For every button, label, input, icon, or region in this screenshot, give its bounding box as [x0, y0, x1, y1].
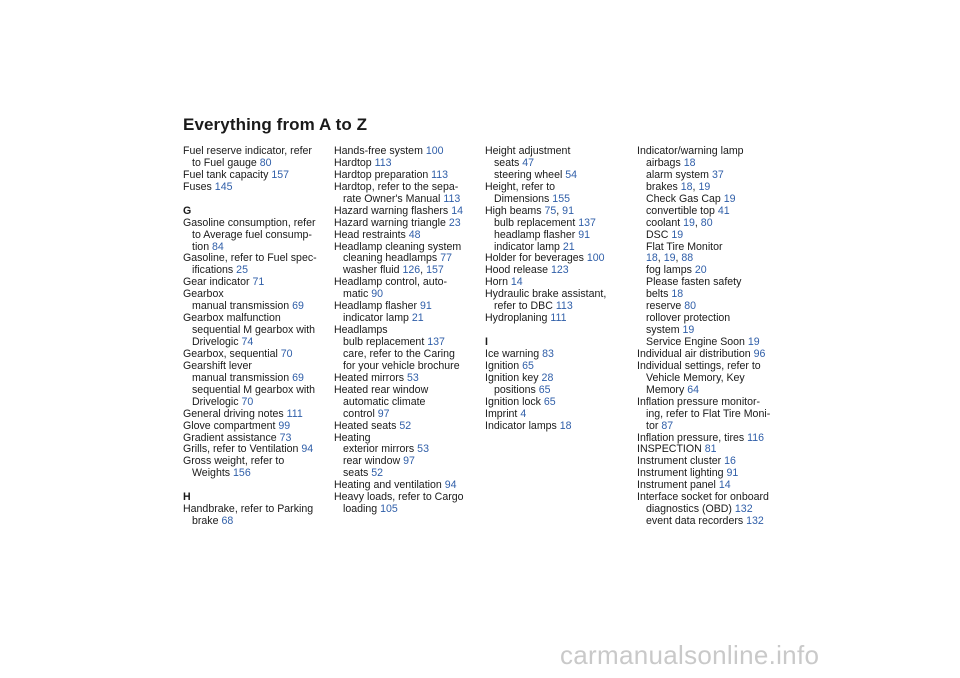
- page-link[interactable]: 19: [723, 192, 736, 205]
- entry-text: Gearbox, sequential: [183, 347, 281, 360]
- page-link[interactable]: 25: [236, 264, 248, 277]
- index-column-2: [334, 146, 484, 516]
- page-link[interactable]: 99: [278, 419, 291, 432]
- page-link[interactable]: 53: [417, 443, 429, 456]
- entry-text: diagnostics (OBD): [646, 503, 735, 516]
- page-link[interactable]: 80: [259, 156, 272, 169]
- page-link[interactable]: 100: [586, 252, 605, 265]
- entry-text: Gearbox malfunction: [183, 312, 281, 325]
- entry-text: indicator lamp: [494, 240, 563, 253]
- entry-text: Interface socket for onboard: [637, 491, 769, 504]
- entry-text: Fuel tank capacity: [183, 168, 272, 181]
- entry-text: General driving notes: [183, 407, 287, 420]
- page-link[interactable]: 113: [555, 300, 573, 313]
- entry-text: ifications: [192, 264, 237, 277]
- page-link[interactable]: 100: [425, 145, 444, 157]
- entry-text: rollover protection: [646, 312, 731, 325]
- entry-text: Horn: [485, 276, 511, 289]
- entry-text: Heating and ventilation: [334, 479, 445, 492]
- entry-text: Please fasten safety: [646, 276, 742, 289]
- entry-text: Inflation pressure, tires: [637, 431, 748, 444]
- page-separator: ,: [556, 204, 563, 217]
- page-link[interactable]: 157: [426, 264, 444, 277]
- entry-text: rear window: [343, 455, 404, 468]
- entry-text: event data recorders: [646, 515, 747, 528]
- page-link[interactable]: 132: [746, 515, 764, 528]
- entry-text: Heated mirrors: [334, 371, 407, 384]
- entry-text: DSC: [646, 228, 672, 241]
- page-link[interactable]: 91: [578, 228, 591, 241]
- entry-text: for your vehicle brochure: [343, 359, 460, 372]
- entry-text: convertible top: [646, 204, 718, 217]
- entry-text: Heating: [334, 431, 371, 444]
- blank-line: [183, 480, 333, 492]
- page-link[interactable]: 69: [292, 300, 304, 313]
- entry-text: matic: [343, 288, 372, 301]
- entry-text: fog lamps: [646, 264, 695, 277]
- page-link[interactable]: 156: [233, 467, 251, 480]
- page-link[interactable]: 23: [448, 216, 461, 229]
- page-link[interactable]: 80: [684, 300, 697, 313]
- entry-text: Individual settings, refer to: [637, 359, 761, 372]
- section-letter: I: [485, 336, 488, 348]
- page-link[interactable]: 70: [241, 395, 254, 408]
- entry-text: Imprint: [485, 407, 521, 420]
- entry-text: Handbrake, refer to Parking: [183, 503, 314, 516]
- entry-text: Head restraints: [334, 228, 409, 241]
- page-link[interactable]: 21: [562, 240, 575, 253]
- entry-text: High beams: [485, 204, 545, 217]
- entry-text: Hazard warning flashers: [334, 204, 452, 217]
- entry-text: Drivelogic: [192, 395, 242, 408]
- entry-text: Fuses: [183, 180, 215, 193]
- page-link[interactable]: 81: [704, 443, 717, 456]
- page-link[interactable]: 97: [403, 455, 415, 468]
- entry-text: Indicator lamps: [485, 419, 560, 432]
- entry-text: Dimensions: [494, 192, 553, 205]
- page-link[interactable]: 54: [565, 168, 578, 181]
- page-link[interactable]: 70: [280, 347, 293, 360]
- entry-text: seats: [494, 156, 523, 169]
- page-separator: ,: [657, 252, 664, 265]
- watermark: carmanualsonline.info: [560, 640, 820, 670]
- entry-text: Fuel reserve indicator, refer: [183, 145, 312, 157]
- entry-text: manual transmission: [192, 300, 293, 313]
- entry-text: Instrument cluster: [637, 455, 725, 468]
- entry-text: reserve: [646, 300, 685, 313]
- page-link[interactable]: 77: [440, 252, 452, 265]
- page-link[interactable]: 94: [444, 479, 457, 492]
- entry-text: Gradient assistance: [183, 431, 280, 444]
- page-separator: ,: [420, 264, 427, 277]
- entry-text: exterior mirrors: [343, 443, 418, 456]
- entry-text: brakes: [646, 180, 681, 193]
- page-link[interactable]: 21: [411, 312, 424, 325]
- page-link[interactable]: 19: [671, 228, 684, 241]
- page-link[interactable]: 155: [552, 192, 570, 205]
- entry-text: manual transmission: [192, 371, 293, 384]
- page-link[interactable]: 111: [286, 407, 303, 420]
- entry-text: Ignition key: [485, 371, 542, 384]
- page-link[interactable]: 19: [747, 336, 760, 348]
- entry-text: Gear indicator: [183, 276, 253, 289]
- entry-text: belts: [646, 288, 672, 301]
- page-link[interactable]: 52: [399, 419, 412, 432]
- page-link[interactable]: 71: [252, 276, 265, 289]
- page-link[interactable]: 84: [212, 240, 224, 253]
- index-entry: [485, 421, 635, 433]
- entry-text: Grills, refer to Ventilation: [183, 443, 302, 456]
- page-link[interactable]: 96: [753, 347, 766, 360]
- page-link[interactable]: 75: [544, 204, 557, 217]
- entry-text: Ignition lock: [485, 395, 544, 408]
- entry-text: Memory: [646, 383, 688, 396]
- page-link[interactable]: 53: [407, 371, 419, 384]
- entry-text: Weights: [192, 467, 234, 480]
- entry-text: Hardtop, refer to the sepa-: [334, 180, 459, 193]
- entry-text: system: [646, 324, 683, 337]
- entry-text: Heated rear window: [334, 383, 429, 396]
- entry-text: Vehicle Memory, Key: [646, 371, 745, 384]
- page-link[interactable]: 65: [538, 383, 551, 396]
- page-title: Everything from A to Z: [183, 115, 368, 134]
- page-link[interactable]: 123: [550, 264, 569, 277]
- page-link[interactable]: 18: [683, 156, 696, 169]
- entry-text: Drivelogic: [192, 336, 242, 348]
- entry-text: brake: [192, 515, 222, 528]
- entry-text: Hardtop: [334, 156, 375, 169]
- page-separator: ,: [694, 216, 701, 229]
- entry-text: Gasoline consumption, refer: [183, 216, 316, 229]
- page-link[interactable]: 41: [717, 204, 730, 217]
- page-link[interactable]: 113: [443, 192, 461, 205]
- page-link[interactable]: 111: [550, 312, 567, 325]
- entry-text: care, refer to the Caring: [343, 347, 455, 360]
- entry-text: Individual air distribution: [637, 347, 754, 360]
- page-link[interactable]: 18: [671, 288, 684, 301]
- index-subentry: [334, 504, 484, 516]
- page-link[interactable]: 19: [683, 216, 695, 229]
- page-link[interactable]: 19: [682, 324, 695, 337]
- entry-text: Gross weight, refer to: [183, 455, 285, 468]
- entry-text: coolant: [646, 216, 684, 229]
- entry-text: steering wheel: [494, 168, 566, 181]
- entry-text: Flat Tire Monitor: [646, 240, 723, 253]
- index-subentry: [183, 516, 333, 528]
- page-link[interactable]: 69: [292, 371, 304, 384]
- entry-text: Height, refer to: [485, 180, 556, 193]
- entry-text: Ice warning: [485, 347, 543, 360]
- page-link[interactable]: 47: [522, 156, 535, 169]
- page-link[interactable]: 137: [578, 216, 596, 229]
- entry-text: Heated seats: [334, 419, 400, 432]
- entry-text: Heavy loads, refer to Cargo: [334, 491, 464, 504]
- entry-text: alarm system: [646, 168, 712, 181]
- entry-text: Gasoline, refer to Fuel spec-: [183, 252, 317, 265]
- page-link[interactable]: 137: [427, 336, 445, 348]
- page-link[interactable]: 113: [374, 156, 392, 169]
- entry-text: Instrument lighting: [637, 467, 727, 480]
- page-link[interactable]: 4: [520, 407, 527, 420]
- section-letter: G: [183, 204, 192, 217]
- page-link[interactable]: 83: [542, 347, 554, 360]
- entry-text: Headlamps: [334, 324, 388, 337]
- entry-text: Instrument panel: [637, 479, 719, 492]
- index-subentry: [637, 516, 787, 528]
- entry-text: Hazard warning triangle: [334, 216, 449, 229]
- page-link[interactable]: 126: [402, 264, 421, 277]
- page-link[interactable]: 73: [279, 431, 292, 444]
- blank-line: [183, 194, 333, 206]
- index-entry: [183, 182, 333, 194]
- page-link[interactable]: 16: [724, 455, 736, 468]
- page-link[interactable]: 18: [680, 180, 693, 193]
- page-link[interactable]: 37: [711, 168, 724, 181]
- page-link[interactable]: 19: [698, 180, 711, 193]
- entry-text: Hands-free system: [334, 145, 426, 157]
- entry-text: ing, refer to Flat Tire Moni-: [646, 407, 771, 420]
- entry-text: airbags: [646, 156, 684, 169]
- page-link[interactable]: 14: [451, 204, 463, 217]
- entry-text: Glove compartment: [183, 419, 279, 432]
- page-link[interactable]: 91: [726, 467, 739, 480]
- page-link[interactable]: 74: [241, 336, 254, 348]
- page-link[interactable]: 132: [734, 503, 753, 516]
- page-link[interactable]: 18: [559, 419, 572, 432]
- entry-text: Hydraulic brake assistant,: [485, 288, 607, 301]
- page-separator: ,: [675, 252, 682, 265]
- page-link[interactable]: 65: [522, 359, 534, 372]
- page-link[interactable]: 65: [543, 395, 556, 408]
- entry-text: indicator lamp: [343, 312, 412, 325]
- entry-text: Height adjustment: [485, 145, 571, 157]
- entry-text: Indicator/warning lamp: [637, 145, 744, 157]
- page-link[interactable]: 80: [700, 216, 713, 229]
- entry-text: seats: [343, 467, 372, 480]
- entry-text: Ignition: [485, 359, 523, 372]
- page-link[interactable]: 87: [661, 419, 674, 432]
- page-link[interactable]: 18: [646, 252, 658, 265]
- page-link[interactable]: 90: [371, 288, 384, 301]
- index-column-1: [183, 146, 333, 528]
- index-subentry: [183, 468, 333, 480]
- entry-text: to Fuel gauge: [192, 156, 260, 169]
- page-link[interactable]: 14: [718, 479, 731, 492]
- page-link[interactable]: 97: [377, 407, 390, 420]
- entry-text: sequential M gearbox with: [192, 324, 316, 337]
- entry-text: Gearbox: [183, 288, 224, 301]
- entry-text: to Average fuel consump-: [192, 228, 312, 241]
- page-link[interactable]: 145: [214, 180, 233, 193]
- entry-text: rate Owner's Manual: [343, 192, 444, 205]
- page-link[interactable]: 94: [301, 443, 314, 456]
- page-link[interactable]: 91: [562, 204, 574, 217]
- entry-text: bulb replacement: [343, 336, 428, 348]
- entry-text: INSPECTION: [637, 443, 705, 456]
- entry-text: control: [343, 407, 378, 420]
- page-link[interactable]: 14: [510, 276, 523, 289]
- entry-text: Holder for beverages: [485, 252, 587, 265]
- entry-text: Hood release: [485, 264, 551, 277]
- page-link[interactable]: 28: [541, 371, 554, 384]
- entry-text: refer to DBC: [494, 300, 556, 313]
- page-link[interactable]: 19: [663, 252, 676, 265]
- index-column-4: [637, 146, 787, 528]
- page-separator: ,: [692, 180, 699, 193]
- page-link[interactable]: 52: [371, 467, 384, 480]
- entry-text: Inflation pressure monitor-: [637, 395, 761, 408]
- page-link[interactable]: 116: [747, 431, 764, 444]
- page-link[interactable]: 48: [408, 228, 421, 241]
- entry-text: Headlamp cleaning system: [334, 240, 462, 253]
- entry-text: Service Engine Soon: [646, 336, 748, 348]
- section-letter: H: [183, 491, 191, 504]
- page-link[interactable]: 68: [221, 515, 234, 528]
- page-link[interactable]: 64: [687, 383, 699, 396]
- entry-text: Headlamp control, auto-: [334, 276, 448, 289]
- entry-text: Headlamp flasher: [334, 300, 420, 313]
- entry-text: positions: [494, 383, 539, 396]
- index-column-3: [485, 146, 635, 433]
- entry-text: Gearshift lever: [183, 359, 252, 372]
- entry-text: automatic climate: [343, 395, 426, 408]
- page-link[interactable]: 20: [694, 264, 707, 277]
- blank-line: [485, 325, 635, 337]
- page-link[interactable]: 157: [271, 168, 290, 181]
- entry-text: sequential M gearbox with: [192, 383, 316, 396]
- index-entry: [485, 313, 635, 325]
- page-link[interactable]: 113: [431, 168, 449, 181]
- entry-text: bulb replacement: [494, 216, 579, 229]
- entry-text: washer fluid: [343, 264, 403, 277]
- page-link[interactable]: 105: [380, 503, 398, 516]
- entry-text: Hardtop preparation: [334, 168, 432, 181]
- page-link[interactable]: 88: [681, 252, 694, 265]
- entry-text: tor: [646, 419, 662, 432]
- entry-text: tion: [192, 240, 213, 253]
- page-link[interactable]: 91: [419, 300, 432, 313]
- entry-text: Check Gas Cap: [646, 192, 724, 205]
- entry-text: headlamp flasher: [494, 228, 579, 241]
- entry-text: Hydroplaning: [485, 312, 551, 325]
- entry-text: loading: [343, 503, 381, 516]
- entry-text: cleaning headlamps: [343, 252, 441, 265]
